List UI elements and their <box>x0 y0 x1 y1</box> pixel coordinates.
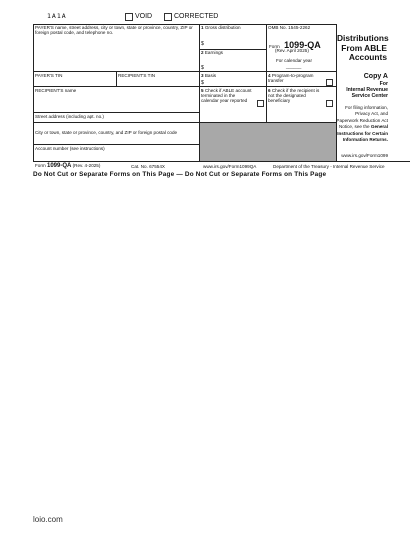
watermark: loio.com <box>33 515 63 524</box>
footer-form-prefix: Form <box>35 163 46 168</box>
city-field[interactable]: City or town, state or province, country, and ZIP or foreign postal code <box>35 130 178 135</box>
row-line-account <box>33 144 199 145</box>
box5-text: Check if ABLE account terminated in the calendar year reported <box>201 88 252 104</box>
form-name: 1099-QA <box>284 40 321 50</box>
form-revision: (Rev. April 2025) <box>275 48 309 53</box>
title-line-2: From ABLE <box>341 42 387 53</box>
footer-url[interactable]: www.irs.gov/Form1099QA <box>203 164 257 169</box>
copy-recipient-label: Internal Revenue Service Center <box>346 87 388 99</box>
box5-label <box>201 88 253 104</box>
box6-number: 6 <box>268 88 271 93</box>
form-left-border <box>33 24 34 161</box>
box6-label <box>268 88 324 104</box>
copy-a-label: Copy A <box>363 73 388 80</box>
box2-number: 2 <box>201 50 204 55</box>
title-line-1: Distributions <box>337 33 389 43</box>
form-title <box>337 34 387 63</box>
copy-url[interactable]: www.irs.gov/Form1099 <box>341 153 388 158</box>
void-checkbox[interactable] <box>125 13 133 21</box>
copy-for-label: For <box>379 81 388 87</box>
form-bottom-border <box>33 161 410 162</box>
footer-dept: Department of the Treasury - Internal Revenue Service <box>273 164 385 169</box>
copy-info-plain: For filing information, Privacy Act, and Paperwork Reduction Act Notice, see the <box>336 105 388 130</box>
street-address-field[interactable]: Street address (including apt. no.) <box>35 114 104 119</box>
box1-text: Gross distribution <box>204 25 241 30</box>
recipient-tin-label[interactable]: RECIPIENT'S TIN <box>118 73 156 78</box>
box4-checkbox[interactable] <box>326 79 333 86</box>
box3-label <box>201 73 265 78</box>
box4-number: 4 <box>268 73 271 78</box>
tin-divider <box>116 71 117 86</box>
payer-info-field[interactable]: PAYER'S name, street address, city or town, state or province, country, ZIP or foreign postal code, and telephone no. <box>35 25 193 36</box>
box4-text: Program-to-program transfer <box>268 73 314 84</box>
void-label: VOID <box>135 13 153 20</box>
form-code: 1A1A <box>47 12 67 20</box>
row-line-street <box>33 112 199 113</box>
account-number-field[interactable]: Account number (see instructions) <box>35 146 105 151</box>
copy-info-text <box>334 105 388 143</box>
footer-form-name: 1099-QA <box>47 163 72 169</box>
box2-text: Earnings <box>204 50 223 55</box>
box6-checkbox[interactable] <box>326 100 333 107</box>
box5-checkbox[interactable] <box>257 100 264 107</box>
footer-rev: (Rev. 4-2025) <box>72 163 101 168</box>
corrected-checkbox[interactable] <box>164 13 172 21</box>
col-divider-2 <box>266 24 267 122</box>
payer-tin-label[interactable]: PAYER'S TIN <box>35 73 63 78</box>
shaded-area <box>200 123 336 162</box>
calendar-year-field[interactable]: ______ <box>286 64 302 69</box>
box3-number: 3 <box>201 73 204 78</box>
box1-dollar[interactable]: $ <box>201 41 204 47</box>
corrected-label: CORRECTED <box>174 13 219 20</box>
do-not-cut-notice: Do Not Cut or Separate Forms on This Page — Do Not Cut or Separate Forms on This Page <box>33 171 327 178</box>
box4-label <box>268 73 324 83</box>
form-prefix: Form <box>269 44 280 49</box>
box1-number: 1 <box>201 25 204 30</box>
row-line-recipient <box>33 86 336 87</box>
box2-dollar[interactable]: $ <box>201 65 204 71</box>
box6-text: Check if the recipient is not the designated beneficiary <box>268 88 320 104</box>
footer-cat-no: Cat. No. 67554X <box>131 164 165 169</box>
calendar-year-label: For calendar year <box>276 58 313 63</box>
box5-number: 5 <box>201 88 204 93</box>
copy-info-bold: General Instructions for Certain Information Returns. <box>337 124 388 143</box>
box2-label <box>201 50 265 55</box>
box3-text: Basis <box>204 73 217 78</box>
row-line-tins <box>33 71 336 72</box>
row-line-city <box>33 122 199 123</box>
recipient-name-field[interactable]: RECIPIENT'S name <box>35 88 77 93</box>
omb-number: OMB No. 1545-2262 <box>268 25 311 30</box>
box1-label <box>201 25 265 30</box>
footer-form <box>35 163 100 169</box>
title-line-3: Accounts <box>348 52 387 62</box>
box3-dollar[interactable]: $ <box>201 80 204 86</box>
